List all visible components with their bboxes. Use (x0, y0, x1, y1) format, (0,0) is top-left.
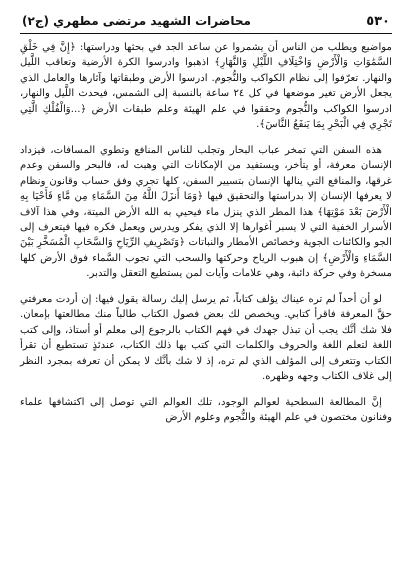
running-title: محاضرات الشهيد مرتضى مطهري (ج٢) (22, 14, 251, 28)
page-body (20, 40, 392, 425)
paragraph: إنَّ المطالعة السطحية لعوالم الوجود، تلك العوالم التي توصل إلى اكتشافها علماء وفنانون مختصون في علم الهيئة والنُّجوم وعلوم الأرض (20, 396, 392, 423)
page-number: ٥٣٠ (366, 14, 390, 29)
paragraph: لو أن أحداً لم تره عيناك يؤلف كتاباً، ثم يرسل إليك رسالة يقول فيها: إن أردت معرفتي حقَّ المعرفة فاقرأ كتابي. ويخصص لك بعض فصول الكتاب طالباً منك مطالعتها بإمعان. فلا شك أنَّك يجب أن تبذل جهدك في فهم الكتاب بالرجوع إلى معلم أو أستاذ، وإلى كتب اللغة لتعلم اللغة والحروف والكلمات التي كتب بها ذلك الكتاب، عندئذٍ تستطيع أن تقرأ الكتاب وتتعرف إلى المؤلف الذي لم تره، إذ لا شك بأنَّك لا يمكن أن تعرفه بمجرد النظر إلى غلاف الكتاب وجهه وظهره. (20, 293, 392, 383)
paragraph: هذه السفن التي تمخر عباب البحار وتجلب للناس المنافع وتطوي المسافات، فيزداد الإنسان معرفة، أو يتأخر، ويستفيد من الإمكانات التي وهبت له، فالبحر والسفن وعدم غرقها، والمنافع التي ينالها الإنسان بتسيير السفن، كلها تجري وفق حساب وقانون ونظام لا يعرفها الإنسان إلا بدراستها والتحقيق فيها ﴿وَمَا أَنزَلَ اللَّهُ مِنَ السَّمَاءِ مِن مَّاءٍ فَأَحْيَا بِهِ الْأَرْضَ بَعْدَ مَوْتِهَا﴾ هذا المطر الذي ينزل ماء فيحيي به الله الأرض الميتة، وفي هذا آلاف الأسرار الخفية التي لا يسبر أغوارها إلا الذي يفكر ويدرس ويعمل فكره فيها فيتعرف إلى الجو والكائنات الجوية وخصائص الأمطار والنباتات ﴿وَتَصْرِيفِ الرِّيَاحِ وَالسَّحَابِ الْمُسَخَّرِ بَيْنَ السَّمَاءِ وَالْأَرْضِ﴾ إن هبوب الرياح وحركتها والسحب التي تجوب السَّماء فوق الأرض كلها مسخرة وفي حركة دائبة، وهي علامات وآيات لمن يستطيع التعقل والتدبر. (20, 144, 392, 280)
paragraph: مواضيع ويطلب من الناس أن يشمروا عن ساعد الجد في بحثها ودراستها: ﴿إِنَّ فِي خَلْقِ السَّمَٰوَاتِ وَالْأَرْضِ وَاخْتِلَافِ اللَّيْلِ وَالنَّهَارِ﴾ اذهبوا وادرسوا الكرة الأرضية وتعاقب اللَّيل والنهار. تعرّفوا إلى نظام الكواكب والنُّجوم. ادرسوا الأرض وطبقاتها وآثارها والعامل الذي يجعل الأرض تغير موضعها في كل ٢٤ ساعة بالنسبة إلى الشمس، فيحدث اللَّيل والنهار، ادرسوا الكواكب والنُّجوم وحققوا في علم الهيئة وعلم طبقات الأرض ﴿...وَالْفُلْكِ الَّتِي تَجْرِي فِي الْبَحْرِ بِمَا يَنفَعُ النَّاسَ﴾. (20, 42, 392, 131)
page-header (20, 14, 392, 34)
